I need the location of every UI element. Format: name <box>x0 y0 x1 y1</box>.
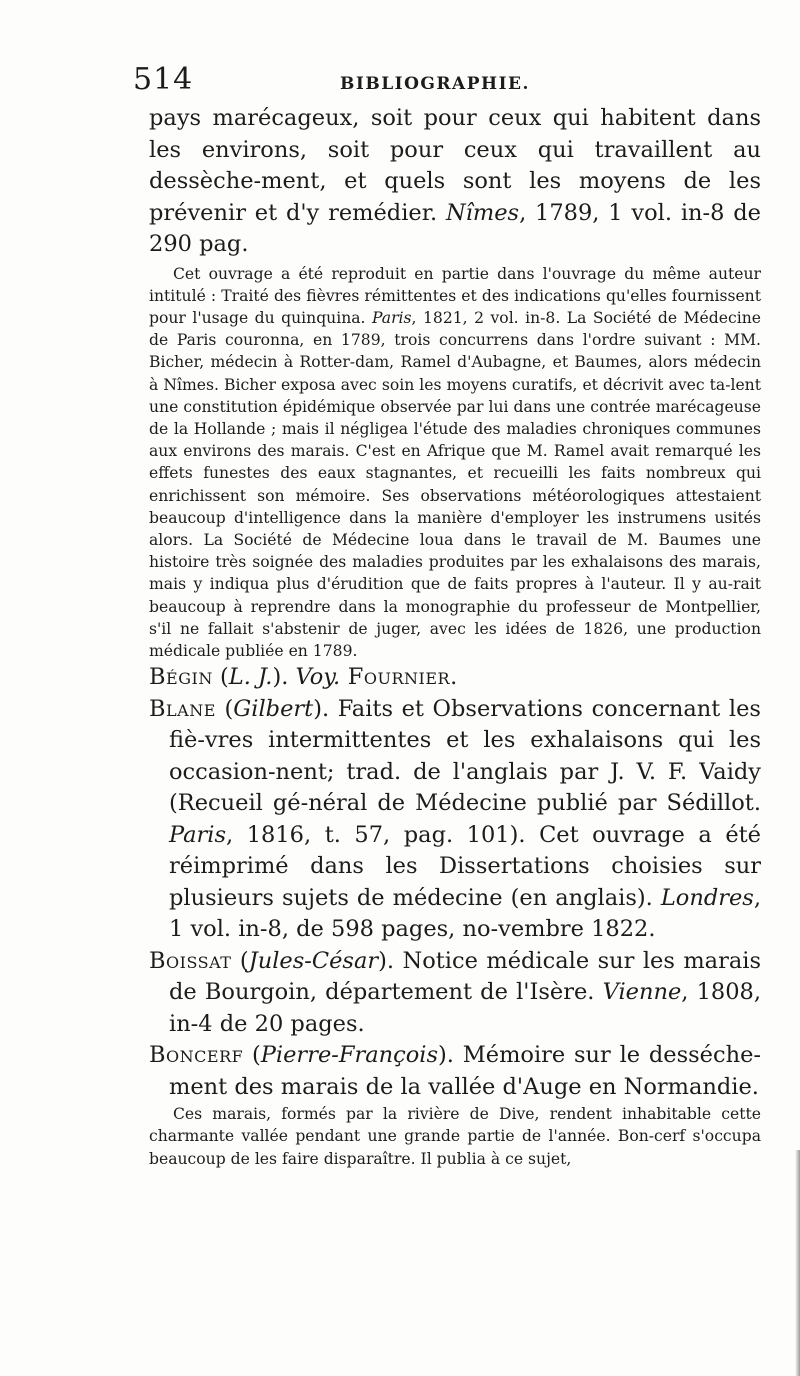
author-name: Blane <box>149 695 216 722</box>
entry-text-2: , 1816, t. 57, pag. 101). Cet ouvrage a été réimprimé dans les Dissertations choisies sur plusieurs sujets de médecine (en anglais). <box>169 821 761 911</box>
note1-part1: Cet ouvrage a été reproduit en partie dans l'ouvrage du même auteur intitulé : Traité des fièvres rémittentes et des indications qu'elles fournissent pour l'usage du quinquina. <box>149 264 761 327</box>
entry-begin <box>149 662 761 694</box>
paren-open: ( <box>243 1042 261 1069</box>
paren-open: ( <box>215 695 234 722</box>
paren-open: ( <box>231 947 249 974</box>
entry-place: Paris <box>169 821 227 848</box>
running-head: BIBLIOGRAPHIE. <box>340 74 530 94</box>
paren-open: ( <box>212 664 229 691</box>
note-paragraph-2 <box>149 1103 761 1170</box>
continuation-text: pays marécageux, soit pour ceux qui habitent dans les environs, soit pour ceux qui travaillent au dessèche-ment, et quels sont les moyens de les prévenir et d'y remédier. <box>149 105 761 226</box>
entry-blane <box>149 694 761 946</box>
paren-close: ). <box>313 695 338 722</box>
page-edge-shadow <box>795 1150 800 1376</box>
author-given-name: Pierre-François <box>260 1042 439 1069</box>
note1-place: Paris <box>372 308 412 327</box>
author-name: Bégin <box>149 664 213 691</box>
author-given-name: Gilbert <box>233 695 314 722</box>
entry-place: Vienne <box>602 979 682 1006</box>
note2-text: Ces marais, formés par la rivière de Dive, rendent inhabitable cette charmante vallée pendant une grande partie de l'année. Bon-cerf s'occupa beaucoup de les faire disparaître. Il publia à ce sujet, <box>149 1105 761 1168</box>
author-given-name: Jules-César <box>248 947 379 974</box>
cross-reference: Fournier. <box>340 664 458 691</box>
page-number: 514 <box>133 62 194 97</box>
entry-text: Faits et Observations concernant les fiè-vres intermittentes et les exhalaisons qui les occasion-nent; trad. de l'anglais par J. V. F. Vaidy (Recueil gé-néral de Médecine publié par Sédillot. <box>169 695 761 817</box>
entry-boissat <box>149 946 761 1041</box>
paren-close: ). <box>378 947 403 974</box>
text-block <box>149 103 761 1170</box>
author-name: Boissat <box>149 947 232 974</box>
author-name: Boncerf <box>149 1042 244 1069</box>
continuation-paragraph <box>149 103 761 261</box>
entry-text: Mémoire sur le desséche-ment des marais de la vallée d'Auge en Normandie. <box>169 1042 761 1100</box>
entry-place-2: Londres <box>660 884 754 911</box>
author-given-name: L. J. <box>228 664 273 691</box>
entry-boncerf <box>149 1040 761 1103</box>
continuation-place: Nîmes <box>445 199 520 226</box>
note1-part2: , 1821, 2 vol. in-8. La Société de Médecine de Paris couronna, en 1789, trois concurrens dans l'ordre suivant : MM. Bicher, médecin à Rotter-dam, Ramel d'Aubagne, et Baumes, alors médecin à Nîmes. Bicher exposa avec soin les moyens curatifs, et décrivit avec ta-lent une constitution épidémique observée par lui dans une contrée marécageuse de la Hollande ; mais il négligea l'étude des maladies chroniques communes aux environs des marais. C'est en Afrique que M. Ramel avait remarqué les effets funestes des eaux stagnantes, et recueilli les faits nombreux qui enrichissent son mémoire. Ses observations météorologiques attestaient beaucoup d'intelligence dans la manière d'employer les instrumens usités alors. La Société de Médecine loua dans le travail de M. Baumes une histoire très soignée des maladies produites par les exhalaisons des marais, mais y indiqua plus d'érudition que de faits propres à l'auteur. Il y au-rait beaucoup à reprendre dans la monographie du professeur de Montpellier, s'il ne fallait s'abstenir de juger, avec les idées de 1826, une production médicale publiée en 1789. <box>149 308 761 660</box>
page-header <box>133 62 753 102</box>
entry-text: Notice médicale sur les marais de Bourgoin, département de l'Isère. <box>169 947 761 1006</box>
voy-label: Voy. <box>295 664 341 691</box>
continuation-pub: , 1789, 1 vol. in-8 de 290 pag. <box>149 199 761 257</box>
note-paragraph-1 <box>149 263 761 663</box>
entry-text-3: , 1 vol. in-8, de 598 pages, no-vembre 1822. <box>169 884 761 943</box>
entry-text-2: , 1808, in-4 de 20 pages. <box>169 979 762 1037</box>
paren-close: ). <box>438 1042 463 1069</box>
paren-close: ). <box>272 664 296 691</box>
